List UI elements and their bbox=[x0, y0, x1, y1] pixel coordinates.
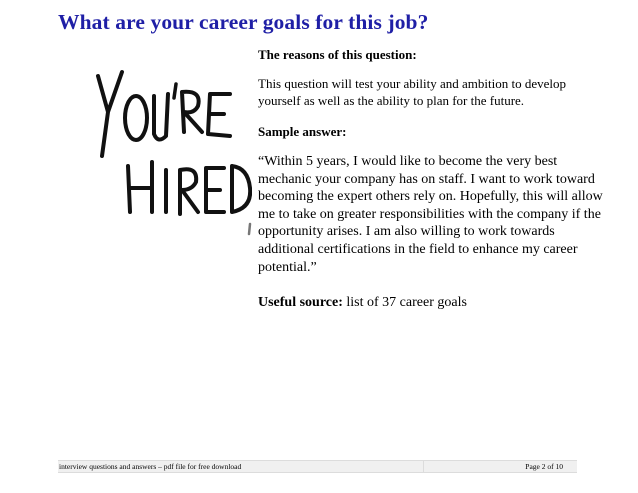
useful-source-line bbox=[258, 294, 603, 312]
reasons-heading: The reasons of this question: bbox=[258, 47, 417, 62]
page-number: Page 2 of 10 bbox=[525, 462, 563, 471]
footer-download-link[interactable]: interview questions and answers – pdf file for free download bbox=[59, 462, 242, 471]
sample-heading: Sample answer: bbox=[258, 124, 347, 139]
useful-source-link[interactable]: list of 37 career goals bbox=[346, 295, 467, 311]
page-footer bbox=[58, 460, 577, 473]
reasons-text: This question will test your ability and ambition to develop yourself as well as the ability to plan for the future. bbox=[258, 76, 566, 108]
youre-hired-image bbox=[92, 62, 252, 242]
sample-answer-text: “Within 5 years, I would like to become the very best mechanic your company has on staff. I want to work toward becoming the expert others rely on. Hopefully, this will allow me to take on greater responsibilities with the company if the opportunity arises. I am also willing to work towards additional certifications in the field to enhance my career potential.” bbox=[258, 154, 603, 275]
content-column bbox=[258, 46, 603, 312]
useful-source-label: Useful source: bbox=[258, 295, 343, 311]
footer-divider bbox=[423, 461, 424, 472]
slide-title: What are your career goals for this job? bbox=[58, 10, 429, 34]
